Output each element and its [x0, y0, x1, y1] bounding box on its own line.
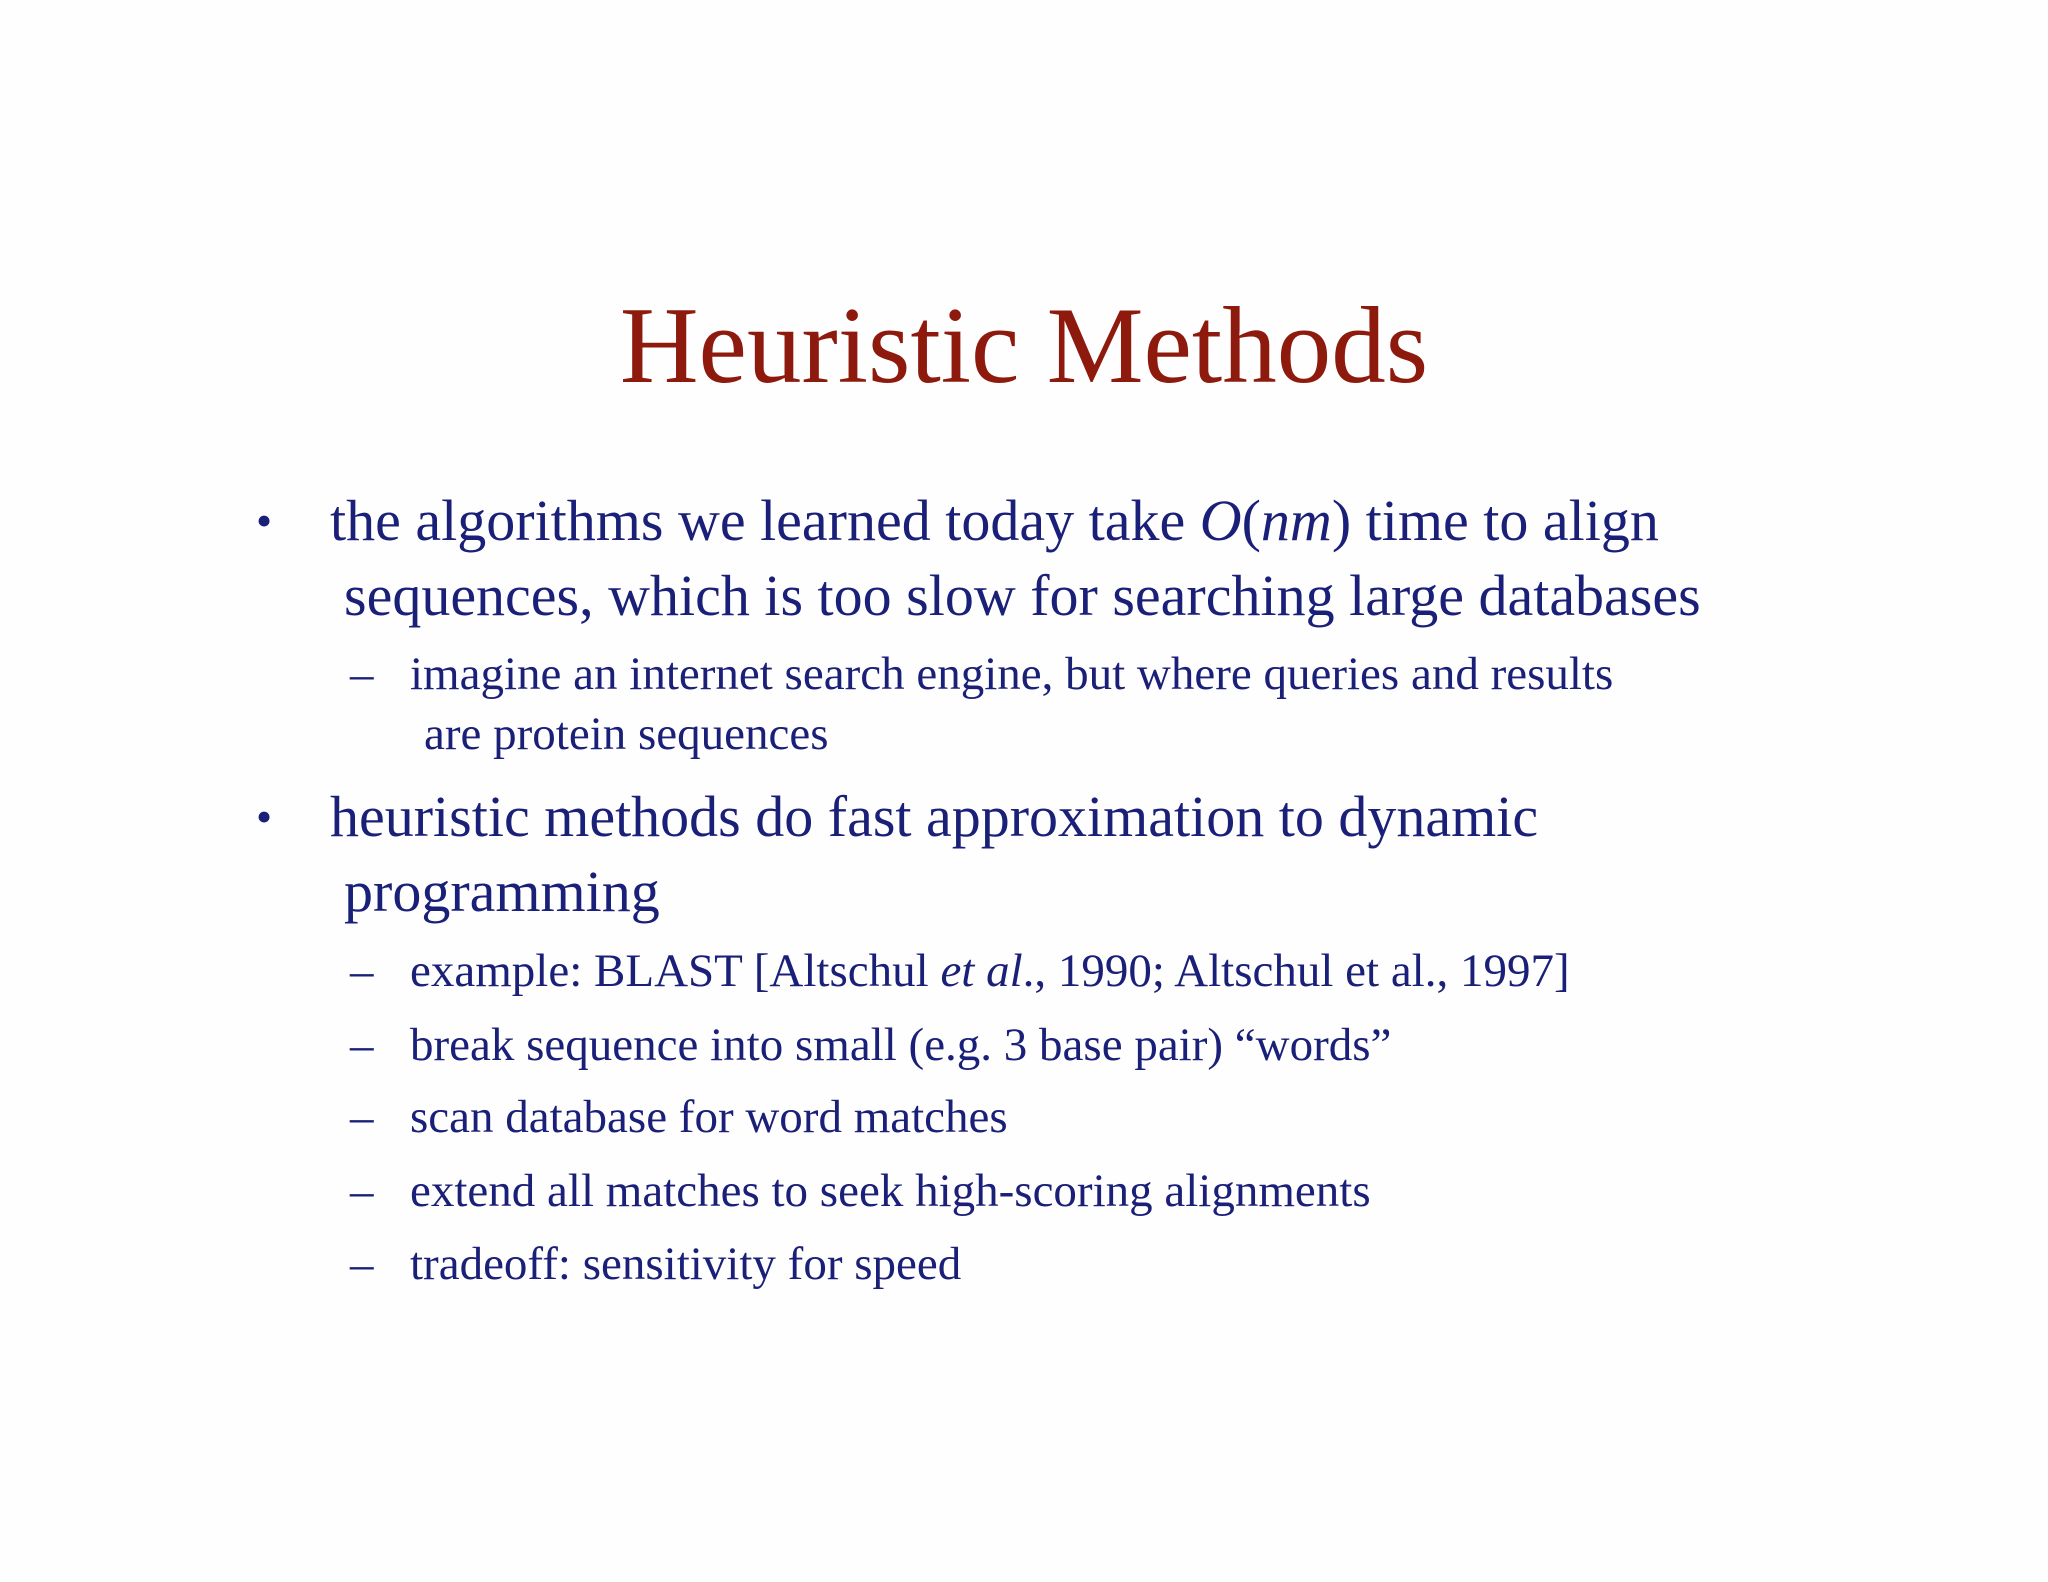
sub-bullet-text-italic: et al: [940, 945, 1023, 997]
sub-bullet-text: [410, 943, 1570, 999]
sub-bullet-marker: –: [350, 1091, 374, 1143]
math-paren-open: (: [1241, 488, 1261, 553]
bullet-text: [330, 488, 1659, 554]
bullet-text: heuristic methods do fast approximation to dynamic: [330, 784, 1539, 849]
sub-bullet-marker: –: [350, 1165, 374, 1217]
sub-bullet-text-post: ., 1990; Altschul et al., 1997]: [1022, 945, 1570, 997]
sub-bullet-marker: –: [350, 648, 374, 700]
sub-bullet-text: imagine an internet search engine, but where queries and results: [410, 648, 1614, 700]
sub-bullet-marker: –: [350, 1019, 374, 1071]
math-nm: nm: [1260, 488, 1332, 553]
slide-title: Heuristic Methods: [619, 285, 1429, 406]
sub-bullet-text: break sequence into small (e.g. 3 base pair) “words”: [410, 1019, 1392, 1071]
bullet-text-pre: the algorithms we learned today take: [330, 488, 1200, 553]
sub-bullet-marker: –: [350, 1238, 374, 1290]
sub-bullet-text: scan database for word matches: [410, 1091, 1008, 1143]
sub-bullet-marker: –: [350, 945, 374, 997]
math-paren-close: ): [1331, 488, 1352, 553]
sub-bullet-text: extend all matches to seek high-scoring alignments: [410, 1165, 1371, 1217]
bullet-marker: •: [256, 791, 273, 842]
sub-bullet-text-pre: example: BLAST [Altschul: [410, 945, 941, 997]
bullet-text-post: time to align: [1351, 488, 1659, 553]
bullet-marker: •: [256, 495, 273, 546]
math-O: O: [1199, 488, 1242, 553]
sub-bullet-text: tradeoff: sensitivity for speed: [410, 1238, 962, 1290]
bullet-text-continuation: sequences, which is too slow for searching large databases: [344, 563, 1701, 628]
bullet-text-continuation: programming: [344, 859, 660, 924]
sub-bullet-text-continuation: are protein sequences: [424, 708, 829, 760]
